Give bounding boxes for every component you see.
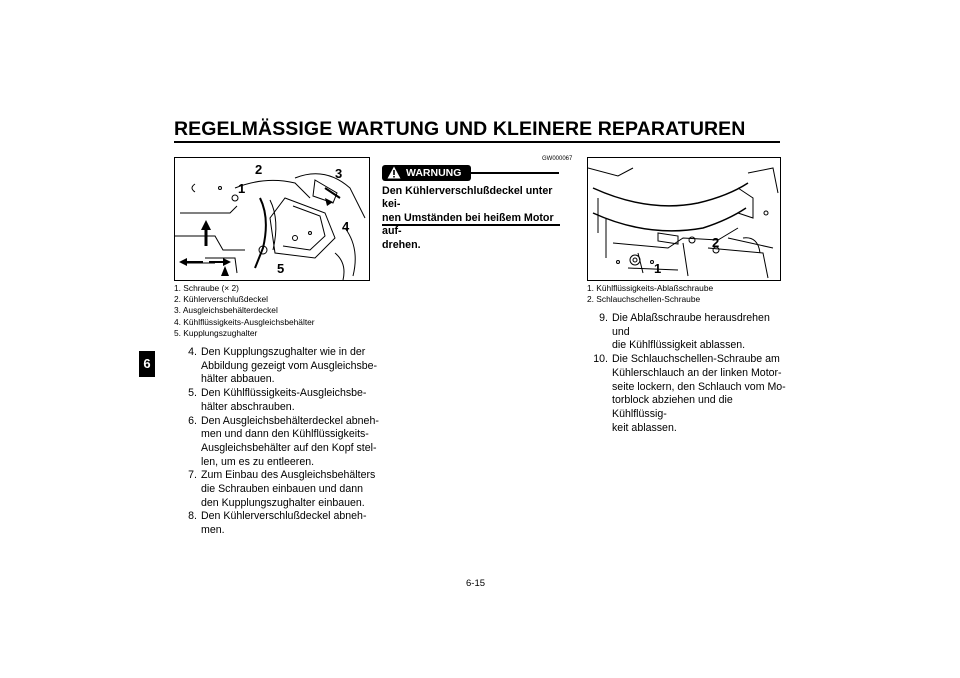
- step-item: 9. Die Ablaßschraube herausdrehen und die Kühlflüssigkeit ablassen.: [599, 312, 770, 352]
- callout-4: 4: [342, 219, 350, 234]
- callout-1: 1: [238, 181, 246, 196]
- warning-icon: [387, 166, 401, 179]
- warning-label: WARNUNG: [406, 167, 462, 179]
- callout-2: 2: [712, 235, 720, 250]
- step-item: 7. Zum Einbau des Ausgleichsbehälters die Schrauben einbauen und dann den Kupplungszughalter einbauen.: [188, 469, 376, 509]
- figure-coolant-reservoir: [174, 157, 370, 281]
- steps-right: [590, 312, 790, 435]
- page-title: REGELMÄSSIGE WARTUNG UND KLEINERE REPARATUREN: [174, 118, 746, 140]
- figure-left-legend: [174, 283, 315, 339]
- coolant-reservoir-drawing: [175, 158, 369, 280]
- step-item: 6. Den Ausgleichsbehälterdeckel abneh- men und dann den Kühlflüssigkeits- Ausgleichsbehälter auf den Kopf stel- len, um es zu entleeren.: [188, 414, 379, 468]
- figure-right-legend: [587, 283, 713, 305]
- chapter-tab: 6: [139, 351, 155, 377]
- step-item: 5. Den Kühlflüssigkeits-Ausgleichsbe- hälter abschrauben.: [188, 387, 367, 413]
- warning-bottom-rule: [382, 224, 560, 226]
- page-number: 6-15: [466, 578, 486, 589]
- document-code: GW000067: [542, 156, 573, 162]
- callout-3: 3: [335, 166, 343, 181]
- legend-item: 2. Kühlerverschlußdeckel: [174, 294, 269, 305]
- step-item: 10. Die Schlauchschellen-Schraube am Kühlerschlauch an der linken Motor- seite lockern, den Schlauch vom Mo- torblock abziehen und die Kühlflüssig- keit ablassen.: [593, 353, 786, 434]
- legend-item: 5. Kupplungszughalter: [174, 327, 258, 338]
- warning-header: [382, 165, 559, 181]
- callout-1: 1: [654, 261, 662, 276]
- warning-text: Den Kühlerverschlußdeckel unter kei- nen Umständen bei heißem Motor auf- drehen.: [382, 185, 554, 251]
- step-item: 4. Den Kupplungszughalter wie in der Abbildung gezeigt vom Ausgleichsbe- hälter abbauen.: [188, 346, 378, 386]
- title-rule: [174, 141, 780, 143]
- callout-2: 2: [255, 162, 263, 177]
- legend-item: 3. Ausgleichsbehälterdeckel: [174, 305, 278, 316]
- warning-header-rule: [471, 172, 559, 174]
- figure-drain-bolt: [587, 157, 781, 281]
- legend-item: 4. Kühlflüssigkeits-Ausgleichsbehälter: [174, 316, 315, 327]
- step-item: 8. Den Kühlerverschlußdeckel abneh- men.: [188, 510, 367, 537]
- legend-item: 1. Schraube (× 2): [174, 283, 239, 293]
- warning-badge: [382, 165, 471, 181]
- steps-left: [180, 346, 380, 538]
- legend-item: 2. Schlauchschellen-Schraube: [587, 294, 701, 305]
- drain-bolt-drawing: [588, 158, 780, 280]
- legend-item: 1. Kühlflüssigkeits-Ablaßschraube: [587, 283, 714, 293]
- callout-5: 5: [277, 261, 285, 276]
